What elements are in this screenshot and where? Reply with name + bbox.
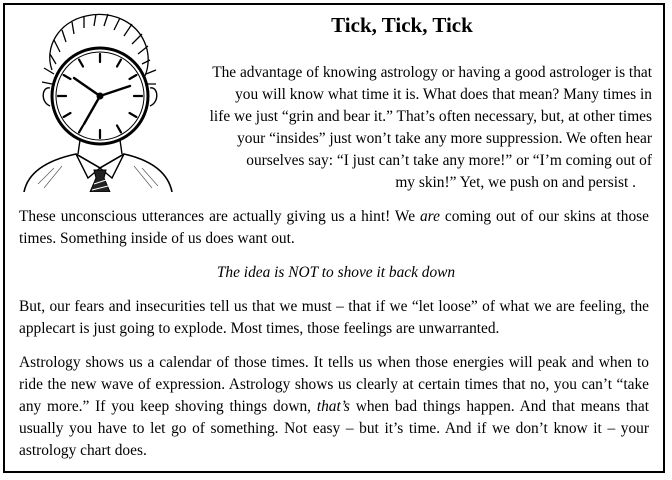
para3-emphasis: that’s	[316, 398, 350, 415]
para1-text-before: These unconscious utterances are actually giving us a hint! We	[19, 208, 420, 225]
para1-emphasis: are	[419, 208, 440, 225]
paragraph-unconscious-utterances	[19, 206, 649, 250]
para1-text-after: coming out of our skins at those times. Something inside of us does want out.	[19, 208, 649, 247]
intro-line: your “insides” just won’t take any more suppression. We often hear	[237, 130, 652, 147]
intro-line: you will know what time it is. What does that mean? Many times in	[235, 86, 652, 103]
intro-line: my skin!” Yet, we push on and persist .	[395, 174, 636, 191]
para3-text-after: when bad things happen. And that means that usually you have to let go of something. Not easy – but it’s time. And if we don’t know it – your astrology chart does.	[19, 398, 649, 459]
intro-line: ourselves say: “I just can’t take any more!” or “I’m coming out of	[246, 152, 652, 169]
centered-italic-heading: The idea is NOT to shove it back down	[216, 264, 456, 281]
para3-text-before: Astrology shows us a calendar of those times. It tells us when those energies will peak and when to ride the new wave of expression. Astrology shows us clearly at certain times that no, you can’t “take any more.” If you keep shoving things down,	[19, 354, 649, 415]
intro-line: life we just “grin and bear it.” That’s often necessary, but, at other times	[209, 108, 652, 125]
intro-line: The advantage of knowing astrology or having a good astrologer is that	[212, 64, 652, 81]
paragraph-astrology-calendar	[19, 352, 649, 462]
paragraph-fears: But, our fears and insecurities tell us that we must – that if we “let loose” of what we are feeling, the applecart is just going to explode. Most times, those feelings are unwarranted.	[19, 298, 649, 337]
article-title: Tick, Tick, Tick	[331, 13, 473, 37]
